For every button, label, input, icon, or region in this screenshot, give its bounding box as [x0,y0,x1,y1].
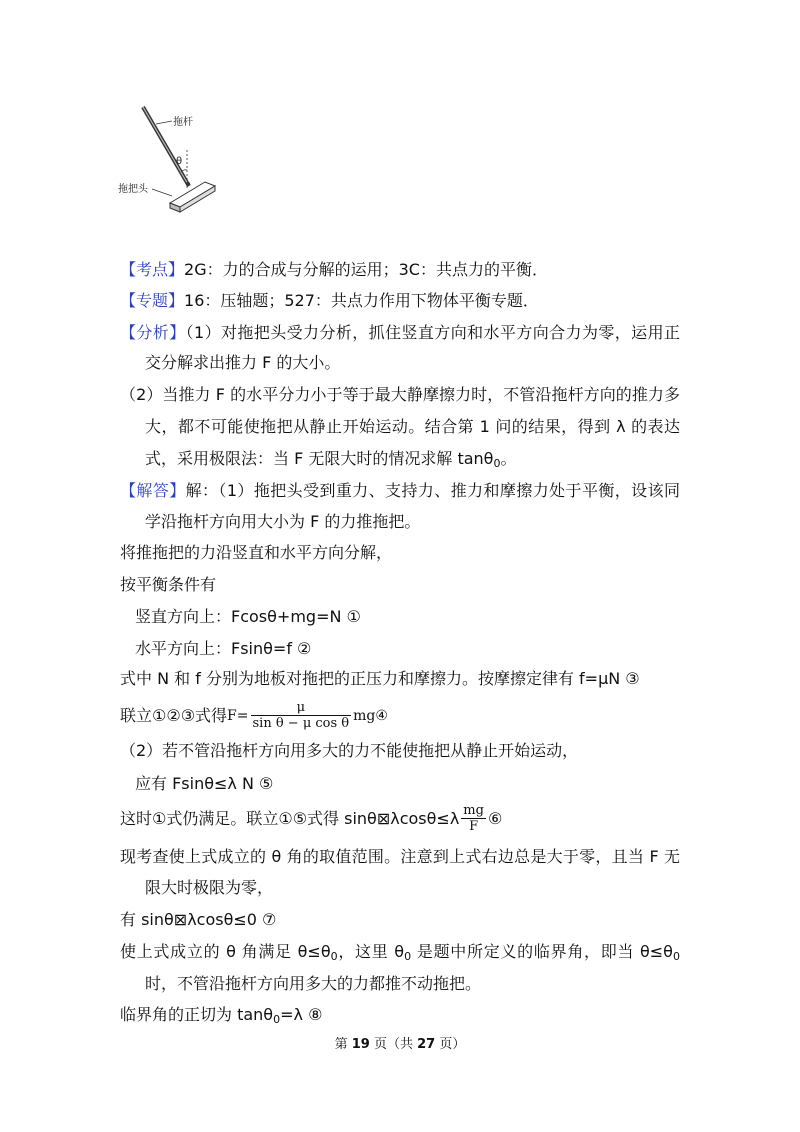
solution-line-11 [120,942,680,962]
solution-line-6: （2）若不管沿拖杆方向用多大的力不能使拖把从静止开始运动， [120,741,579,760]
solution-text-13b: =λ ⑧ [280,1005,323,1024]
footer-text: 页（共 [369,1037,418,1052]
equation-6-prefix: 这时①式仍满足。联立①⑤式得 sinθ⊠λcosθ≤λ [120,808,460,828]
kaodian-tag: 【考点】 [120,260,185,279]
solution-line-8: 现考查使上式成立的 θ 角的取值范围。注意到上式右边总是大于零，且当 F 无 [120,847,680,866]
head-label: 拖把头 [118,184,148,195]
equation-8 [120,1005,322,1025]
zhuanti-text: 16：压轴题；527：共点力作用下物体平衡专题． [184,291,539,310]
equation-6-line [120,803,502,834]
page-number: 19 [351,1037,370,1052]
equation-6-fraction [461,803,486,834]
equation-4-line [120,700,388,731]
kaodian-line [120,260,548,280]
solution-text-11c: 是题中所定义的临界角，即当 θ≤θ [411,942,673,961]
solution-line-12: 时，不管沿拖杆方向用多大的力都推不动拖把。 [145,974,482,993]
equation-3-line: 式中 N 和 f 分别为地板对拖把的正压力和摩擦力。按摩擦定律有 f=μN ③ [120,669,640,688]
rod-label: 拖杆 [173,117,193,128]
head-label-leader [152,189,172,196]
mop-diagram [110,100,230,225]
fenxi-line-2: 交分解求出推力 F 的大小。 [145,353,341,372]
fenxi-line-1 [120,323,680,343]
rod-label-leader [156,121,172,124]
subscript: 0 [273,1013,281,1026]
equation-7: 有 sinθ⊠λcosθ≤0 ⑦ [120,910,277,929]
subscript: 0 [330,950,338,963]
subscript: 0 [404,950,412,963]
fenxi-tag: 【分析】 [120,323,186,342]
kaodian-text: 2G：力的合成与分解的运用；3C：共点力的平衡． [184,260,548,279]
equation-4-suffix: mg④ [353,707,388,724]
footer-text: 页） [435,1037,466,1052]
equation-4-fraction [251,700,352,731]
solution-line-2: 按平衡条件有 [120,575,217,594]
rod-joint [186,182,190,186]
fenxi-line-4: 大，都不可能使拖把从静止开始运动。结合第 1 问的结果，得到 λ 的表达 [145,417,680,436]
equation-2: 水平方向上：Fsinθ=f ② [135,639,312,658]
footer-text: 第 [334,1037,352,1052]
total-pages: 27 [417,1037,436,1052]
jieda-tag: 【解答】 [120,481,186,500]
subscript: 0 [672,950,680,963]
zhuanti-line [120,291,539,311]
jieda-line-1 [120,481,680,501]
fraction-denominator: sin θ − μ cos θ [252,716,350,731]
solution-line-1: 将推拖把的力沿竖直和水平方向分解， [120,543,393,562]
fenxi-line-3: （2）当推力 F 的水平分力小于等于最大静摩擦力时，不管沿拖杆方向的推力多 [120,385,680,404]
solution-text-13a: 临界角的正切为 tanθ [120,1005,274,1024]
solution-line-9: 限大时极限为零， [145,878,274,897]
fraction-numerator: μ [251,700,352,716]
mop-head [170,182,215,212]
solution-text-11b: ，这里 θ [337,942,405,961]
equation-5: 应有 Fsinθ≤λ N ⑤ [135,774,274,793]
zhuanti-tag: 【专题】 [120,291,185,310]
fenxi-text-5a: 式，采用极限法：当 F 无限大时的情况求解 tanθ [145,449,494,468]
equation-4-prefix: 联立①②③式得 [120,705,228,725]
equation-1: 竖直方向上：Fcosθ+mg=N ① [135,607,361,626]
equation-6-suffix: ⑥ [487,808,503,828]
solution-text-11a: 使上式成立的 θ 角满足 θ≤θ [120,942,331,961]
jieda-line-2: 学沿拖杆方向用大小为 F 的力推拖把。 [145,512,421,531]
angle-label: θ [176,156,183,167]
fenxi-text-1: （1）对拖把头受力分析，抓住竖直方向和水平方向合力为零，运用正 [185,323,680,342]
equation-4-lhs: F= [227,707,249,724]
fraction-denominator: F [469,819,479,834]
fenxi-line-5 [145,449,517,469]
jieda-text-1: 解：（1）拖把头受到重力、支持力、推力和摩擦力处于平衡，设该同 [185,481,680,500]
subscript: 0 [493,457,501,470]
page-footer [0,1037,800,1053]
fenxi-text-5b: 。 [500,449,517,468]
fraction-numerator: mg [463,803,484,818]
